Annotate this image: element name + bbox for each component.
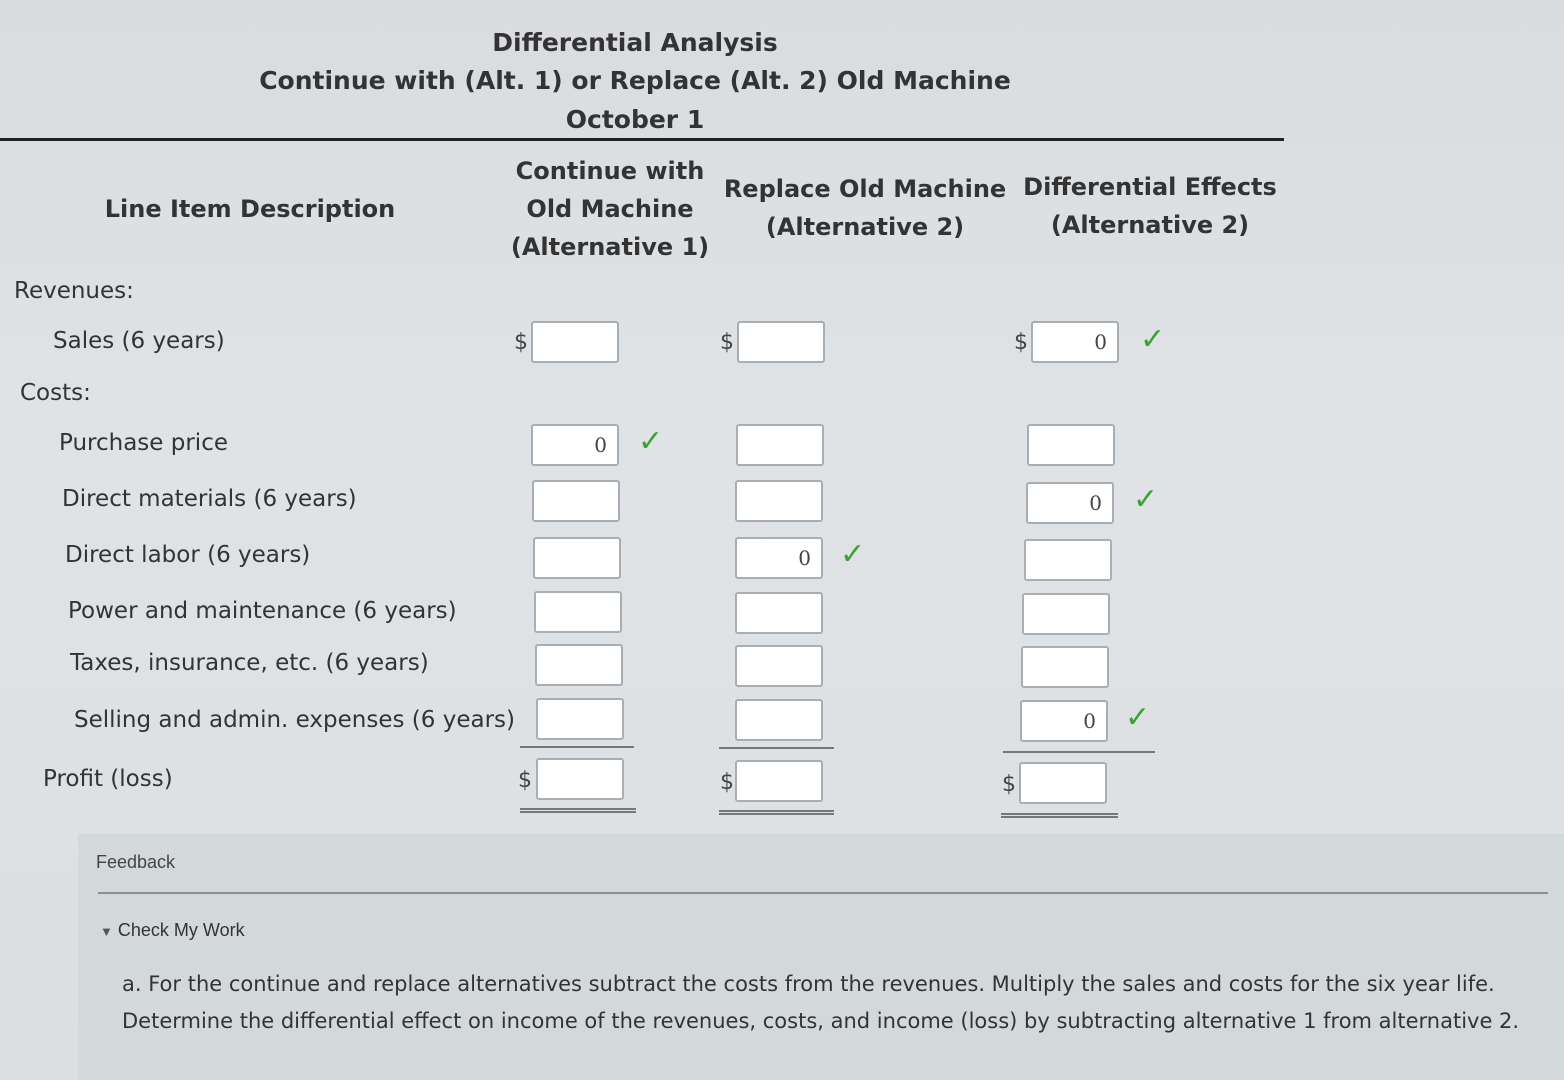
power-alt1-input[interactable] (534, 591, 622, 633)
row-label-purchase: Purchase price (59, 430, 228, 456)
col-head-alt2 (720, 170, 1010, 246)
purchase-diff-input[interactable] (1027, 424, 1115, 466)
power-alt2-input[interactable] (735, 592, 823, 634)
subtotal-rule (520, 746, 634, 748)
check-icon: ✓ (840, 537, 866, 572)
feedback-divider (98, 892, 1548, 894)
check-my-work-toggle[interactable] (100, 920, 245, 941)
triangle-down-icon: ▼ (100, 924, 113, 939)
feedback-text: a. For the continue and replace alternatives subtract the costs from the revenues. Multiply the sales and costs for the six year life. Determine the differential effect on income of the revenues, costs, and income (loss) by subtracting alternative 1 from alternative 2. (122, 972, 1520, 1033)
col-head-alt1-line1: Continue with (515, 157, 705, 185)
purchase-alt2-input[interactable] (736, 424, 824, 466)
profit-alt2-input[interactable] (735, 760, 823, 802)
col-head-diff-line1: Differential Effects (1023, 173, 1277, 201)
row-label-selling: Selling and admin. expenses (6 years) (74, 707, 515, 733)
col-head-diff (1015, 168, 1285, 244)
report-date: October 1 (565, 105, 705, 134)
col-head-alt2-line1: Replace Old Machine (723, 175, 1007, 203)
feedback-panel (78, 834, 1564, 1080)
check-icon: ✓ (1140, 322, 1166, 357)
sales-alt1-input[interactable] (531, 321, 619, 363)
taxes-alt2-input[interactable] (735, 645, 823, 687)
labor-alt1-input[interactable] (533, 537, 621, 579)
sales-diff-input[interactable] (1031, 321, 1119, 363)
col-head-description: Line Item Description (104, 195, 396, 223)
materials-alt2-input[interactable] (735, 480, 823, 522)
profit-diff-input[interactable] (1019, 762, 1107, 804)
check-icon: ✓ (1125, 700, 1151, 735)
row-label-sales: Sales (6 years) (53, 328, 225, 354)
section-revenues: Revenues: (14, 278, 134, 304)
header-rule (0, 138, 1284, 141)
labor-alt2-input[interactable] (735, 537, 823, 579)
sales-alt2-input[interactable] (737, 321, 825, 363)
row-label-power: Power and maintenance (6 years) (68, 598, 457, 624)
dollar-sign: $ (720, 770, 734, 795)
purchase-alt1-input[interactable] (531, 424, 619, 466)
check-icon: ✓ (1133, 482, 1159, 517)
dollar-sign: $ (720, 330, 734, 355)
subtotal-rule (1003, 751, 1155, 753)
taxes-alt1-input[interactable] (535, 644, 623, 686)
taxes-diff-input[interactable] (1021, 646, 1109, 688)
total-double-rule (719, 810, 834, 815)
labor-diff-input[interactable] (1024, 539, 1112, 581)
row-label-taxes: Taxes, insurance, etc. (6 years) (70, 650, 429, 676)
power-diff-input[interactable] (1022, 593, 1110, 635)
materials-alt1-input[interactable] (532, 480, 620, 522)
col-head-alt2-line2: (Alternative 2) (765, 213, 965, 241)
subtotal-rule (719, 747, 834, 749)
row-label-profit: Profit (loss) (43, 766, 173, 792)
feedback-title: Feedback (96, 852, 176, 872)
col-head-alt1 (490, 152, 730, 266)
col-head-alt1-line2: Old Machine (526, 195, 694, 223)
selling-diff-input[interactable] (1020, 700, 1108, 742)
profit-alt1-input[interactable] (536, 758, 624, 800)
col-head-alt1-line3: (Alternative 1) (510, 233, 710, 261)
dollar-sign: $ (514, 330, 528, 355)
row-label-materials: Direct materials (6 years) (62, 486, 357, 512)
col-head-diff-line2: (Alternative 2) (1050, 211, 1250, 239)
check-icon: ✓ (638, 424, 664, 459)
total-double-rule (520, 808, 636, 813)
report-subtitle: Continue with (Alt. 1) or Replace (Alt. 2) Old Machine (259, 66, 1011, 95)
dollar-sign: $ (1002, 772, 1016, 797)
section-costs: Costs: (20, 380, 91, 406)
dollar-sign: $ (518, 768, 532, 793)
selling-alt1-input[interactable] (536, 698, 624, 740)
materials-diff-input[interactable] (1026, 482, 1114, 524)
report-title: Differential Analysis (492, 28, 778, 57)
check-my-work-label: Check My Work (117, 920, 245, 940)
selling-alt2-input[interactable] (735, 699, 823, 741)
dollar-sign: $ (1014, 330, 1028, 355)
row-label-labor: Direct labor (6 years) (65, 542, 311, 568)
total-double-rule (1001, 813, 1118, 818)
